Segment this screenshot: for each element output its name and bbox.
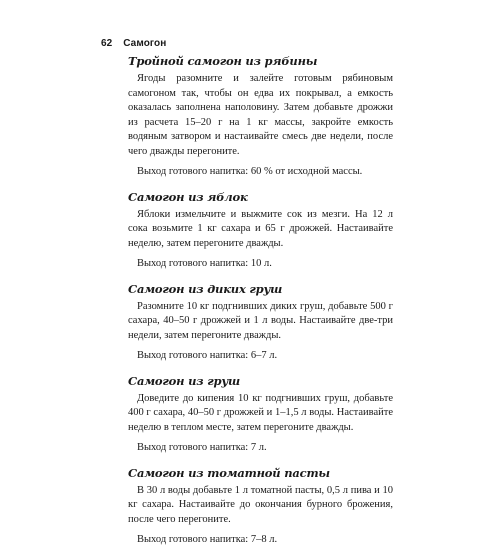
recipe-title: Самогон из яблок (128, 189, 248, 204)
recipe-body: Доведите до кипения 10 кг подгнивших груш, добавьте 400 г сахара, 40–50 г дрожжей и 1–1,5 л воды. Настаивайте неделю в теплом месте, затем перегоните дважды. (128, 392, 393, 433)
recipe-title: Самогон из диких груш (128, 281, 283, 296)
recipe-title: Тройной самогон из рябины (128, 54, 318, 68)
recipe-pears (128, 374, 393, 456)
page-content (128, 54, 393, 558)
section-title: Самогон (123, 38, 167, 49)
page-number: 62 (101, 38, 113, 49)
recipe-yield: Выход готового напитка: 60 % от исходной массы. (137, 166, 363, 177)
recipe-body: Разомните 10 кг подгнивших диких груш, добавьте 500 г сахара, 40–50 г дрожжей и 1 л воды. Настаивайте две-три недели, затем перегоните дважды. (128, 300, 393, 341)
recipe-yield: Выход готового напитка: 7 л. (137, 442, 267, 453)
recipe-body: Яблоки измельчите и выжмите сок из мезги. На 12 л сока возьмите 1 кг сахара и 65 г дрожжей. Настаивайте неделю, затем перегоните дважды. (128, 208, 393, 249)
recipe-wild-pears (128, 282, 393, 364)
running-head (101, 38, 166, 49)
recipe-yield: Выход готового напитка: 10 л. (137, 258, 272, 269)
recipe-tomato-paste (128, 466, 393, 548)
recipe-title: Самогон из томатной пасты (128, 465, 330, 480)
recipe-apples (128, 190, 393, 272)
recipe-yield: Выход готового напитка: 6–7 л. (137, 350, 278, 361)
recipe-body: Ягоды разомните и залейте готовым рябиновым самогоном так, чтобы он едва их покрывал, а емкость оказалась заполнена наполовину. Затем добавьте дрожжи из расчета 15–20 г на 1 кг массы, закройте емкость водяным затвором и настаивайте смесь две недели, после чего дважды перегоните. (128, 73, 393, 157)
recipe-body: В 30 л воды добавьте 1 л томатной пасты, 0,5 л пива и 10 кг сахара. Настаивайте до окончания бурного брожения, после чего перегоните. (128, 484, 393, 525)
recipe-title: Самогон из груш (128, 373, 240, 388)
recipe-yield: Выход готового напитка: 7–8 л. (137, 534, 278, 545)
recipe-rowan (128, 54, 393, 180)
